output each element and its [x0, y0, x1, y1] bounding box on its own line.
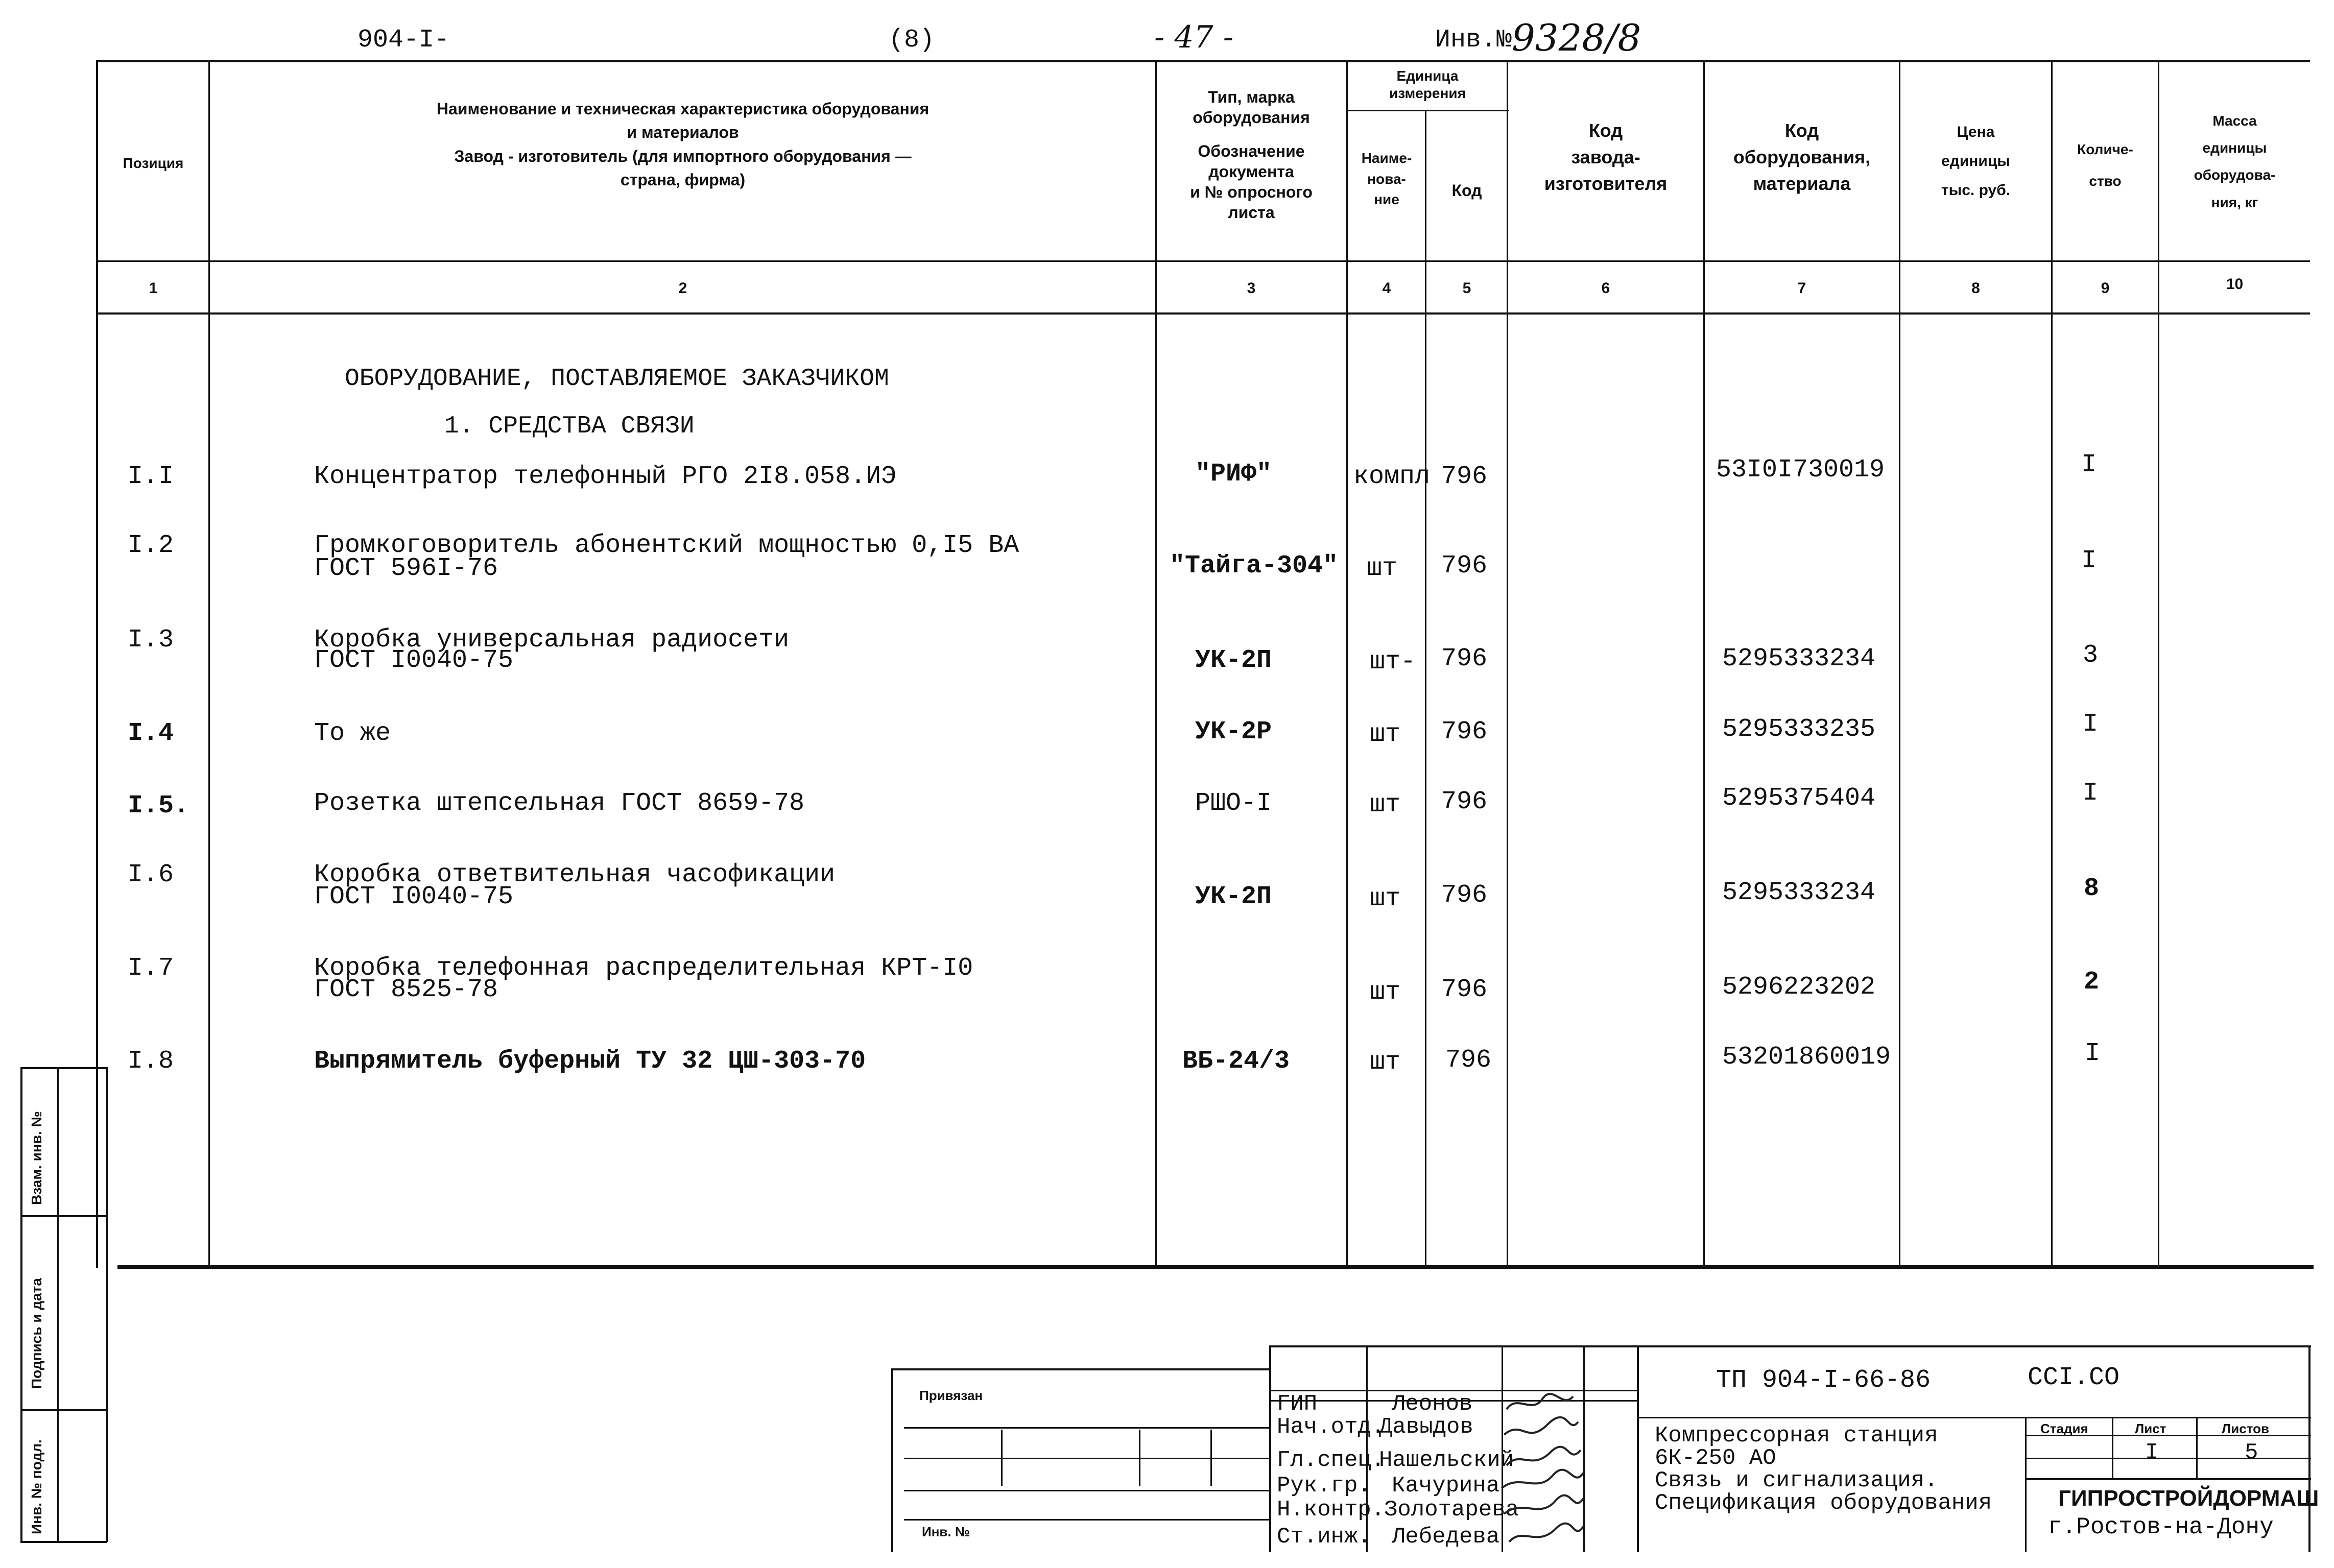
- row-name-line2: ГОСТ I0040-75: [314, 882, 514, 911]
- row-name: Концентратор телефонный РГО 2I8.058.ИЭ: [314, 462, 897, 491]
- header-mass: Масса единицы оборудова- ния, кг: [2194, 113, 2276, 210]
- signature-name: Нашельский: [1379, 1448, 1514, 1473]
- column-number: 10: [2226, 276, 2244, 293]
- row-position: I.2: [128, 531, 174, 560]
- row-unit-code: 796: [1441, 787, 1488, 816]
- header-unit-group: Единица измерения: [1389, 68, 1466, 101]
- side-label-podpis: Подпись и дата: [29, 1278, 44, 1389]
- row-quantity: 8: [2084, 874, 2100, 903]
- signature-role: ГИП: [1277, 1391, 1318, 1417]
- header-type: Тип, марка оборудования Обозначение документа и № опросного листа: [1190, 88, 1313, 222]
- column-number: 2: [678, 280, 687, 297]
- signature-name: Качурина: [1392, 1473, 1500, 1499]
- title-description: Компрессорная станция 6К-250 АО Связь и сигнализация. Спецификация оборудования: [1655, 1423, 1992, 1516]
- column-number: 8: [1971, 280, 1980, 297]
- row-equipment-code: 5295375404: [1722, 784, 1876, 813]
- header-separator: [96, 260, 2310, 262]
- row-quantity: I: [2083, 710, 2099, 739]
- row-type: УК-2П: [1195, 646, 1272, 675]
- row-equipment-code: 5295333235: [1722, 715, 1876, 744]
- document-code: ТП 904-I-66-86: [1716, 1366, 1931, 1395]
- sheet-label: Лист: [2135, 1421, 2166, 1436]
- privyazan-inv-label: Инв. №: [922, 1524, 970, 1539]
- row-unit: шт: [1367, 554, 1398, 583]
- row-type: УК-2Р: [1195, 717, 1272, 746]
- sheet-code: CCI.CO: [2028, 1363, 2120, 1392]
- row-name: Розетка штепсельная ГОСТ 8659-78: [314, 789, 805, 818]
- header-equipment-code: Код оборудования, материала: [1733, 120, 1871, 195]
- row-unit-code: 796: [1441, 881, 1488, 910]
- row-unit-code: 796: [1441, 462, 1488, 491]
- header-position: Позиция: [123, 155, 184, 171]
- row-quantity: 3: [2083, 641, 2099, 670]
- row-quantity: 2: [2084, 968, 2100, 997]
- row-quantity: I: [2085, 1039, 2101, 1068]
- signature-name: Давыдов: [1379, 1414, 1473, 1440]
- row-name: Громкоговоритель абонентский мощностью 0,I5 ВА: [314, 531, 1019, 560]
- row-equipment-code: 53201860019: [1722, 1043, 1891, 1072]
- column-number: 7: [1797, 280, 1806, 297]
- row-unit-code: 796: [1441, 551, 1488, 581]
- row-name: То же: [314, 719, 391, 748]
- signature-name: Лебедева: [1392, 1524, 1500, 1550]
- row-type: УК-2П: [1195, 882, 1272, 911]
- table-top-border: [96, 60, 2310, 62]
- signature-role: Нач.отд.: [1277, 1414, 1385, 1440]
- row-quantity: I: [2081, 450, 2097, 479]
- row-position: I.7: [128, 954, 174, 983]
- header-unit-price: Цена единицы тыс. руб.: [1941, 124, 2011, 199]
- row-unit: шт: [1370, 884, 1401, 913]
- side-label-inv-podl: Инв. № подл.: [29, 1439, 44, 1534]
- row-equipment-code: 5295333234: [1722, 878, 1876, 907]
- row-position: I.6: [128, 860, 174, 889]
- row-position: I.8: [128, 1047, 174, 1076]
- row-unit: шт: [1370, 1048, 1401, 1077]
- signature-name: Золотарева: [1384, 1497, 1519, 1523]
- row-type: "РИФ": [1195, 460, 1272, 489]
- column-number: 9: [2101, 280, 2110, 297]
- signature-name: Леонов: [1392, 1391, 1473, 1417]
- row-name: Коробка универсальная радиосети: [314, 625, 790, 655]
- organization-city: г.Ростов-на-Дону: [2048, 1514, 2274, 1540]
- sheets-value: 5: [2245, 1440, 2258, 1465]
- table-bottom-border: [117, 1265, 2314, 1269]
- inventory-label: Инв.№: [1435, 26, 1512, 55]
- header-unit-code: Код: [1451, 181, 1482, 200]
- row-unit: шт-: [1370, 647, 1416, 677]
- row-type: "Тайга-304": [1170, 551, 1339, 581]
- handwritten-signatures: [1496, 1389, 1588, 1552]
- row-unit: шт: [1370, 978, 1401, 1007]
- row-type: РШО-I: [1195, 789, 1272, 818]
- row-name: Коробка телефонная распределительная КРТ-I0: [314, 954, 973, 983]
- row-unit: компл: [1353, 462, 1431, 491]
- row-equipment-code: 5296223202: [1722, 973, 1876, 1002]
- side-strip-left: [20, 1067, 22, 1542]
- row-unit-code: 796: [1441, 975, 1488, 1004]
- stage-label: Стадия: [2040, 1421, 2088, 1436]
- row-name-line2: ГОСТ I0040-75: [314, 646, 514, 675]
- header-unit-name: Наиме- нова- ние: [1361, 150, 1412, 208]
- row-unit-code: 796: [1441, 717, 1488, 746]
- sheet-value: I: [2145, 1440, 2159, 1465]
- column-number: 4: [1382, 280, 1391, 297]
- row-type: ВБ-24/3: [1182, 1047, 1290, 1076]
- row-equipment-code: 53I0I730019: [1716, 455, 1885, 485]
- privyazan-frame: [891, 1368, 1269, 1370]
- row-quantity: I: [2081, 546, 2097, 575]
- row-name-line2: ГОСТ 596I-76: [314, 554, 498, 583]
- row-position: I.I: [128, 462, 174, 491]
- signature-role: Н.контр.: [1277, 1497, 1385, 1523]
- row-name-line2: ГОСТ 8525-78: [314, 975, 498, 1004]
- row-equipment-code: 5295333234: [1722, 644, 1876, 673]
- column-number: 3: [1247, 280, 1256, 297]
- number-row-separator: [96, 312, 2310, 315]
- row-unit: шт: [1370, 720, 1401, 749]
- row-unit-code: 796: [1441, 644, 1488, 673]
- side-label-vzam: Взам. инв. №: [29, 1111, 44, 1205]
- row-name: Выпрямитель буферный ТУ 32 ЦШ-303-70: [314, 1047, 866, 1076]
- section-title: ОБОРУДОВАНИЕ, ПОСТАВЛЯЕМОЕ ЗАКАЗЧИКОМ: [345, 365, 889, 393]
- privyazan-label: Привязан: [919, 1388, 983, 1403]
- row-unit-code: 796: [1445, 1046, 1492, 1075]
- row-unit: шт: [1370, 790, 1401, 819]
- inventory-number: 9328/8: [1512, 16, 1641, 59]
- sheet-number: (8): [889, 26, 935, 55]
- row-position: I.4: [128, 719, 174, 748]
- row-position: I.5.: [128, 791, 189, 821]
- column-number: 5: [1462, 280, 1471, 297]
- page-number: - 47 -: [1154, 19, 1234, 55]
- row-quantity: I: [2083, 779, 2099, 808]
- sheets-label: Листов: [2222, 1421, 2269, 1436]
- signature-frame: [1269, 1345, 1271, 1552]
- signature-role: Рук.гр.: [1277, 1473, 1371, 1499]
- subsection-title: 1. СРЕДСТВА СВЯЗИ: [444, 413, 695, 440]
- row-position: I.3: [128, 625, 174, 655]
- signature-role: Гл.спец.: [1277, 1448, 1385, 1473]
- row-name: Коробка ответвительная часофикации: [314, 860, 836, 889]
- header-quantity: Количе- ство: [2077, 141, 2133, 189]
- header-name: Наименование и техническая характеристика оборудования и материалов Завод - изготовитель (для импортного оборудования — страна, фирма): [436, 100, 930, 189]
- column-number: 1: [149, 280, 158, 297]
- signature-role: Ст.инж.: [1277, 1524, 1371, 1550]
- table-left-border: [96, 60, 98, 1268]
- column-number: 6: [1601, 280, 1610, 297]
- organization-name: ГИПРОСТРОЙДОРМАШ: [2058, 1486, 2319, 1511]
- series-number: 904-I-: [358, 26, 450, 55]
- header-factory-code: Код завода- изготовителя: [1544, 120, 1668, 195]
